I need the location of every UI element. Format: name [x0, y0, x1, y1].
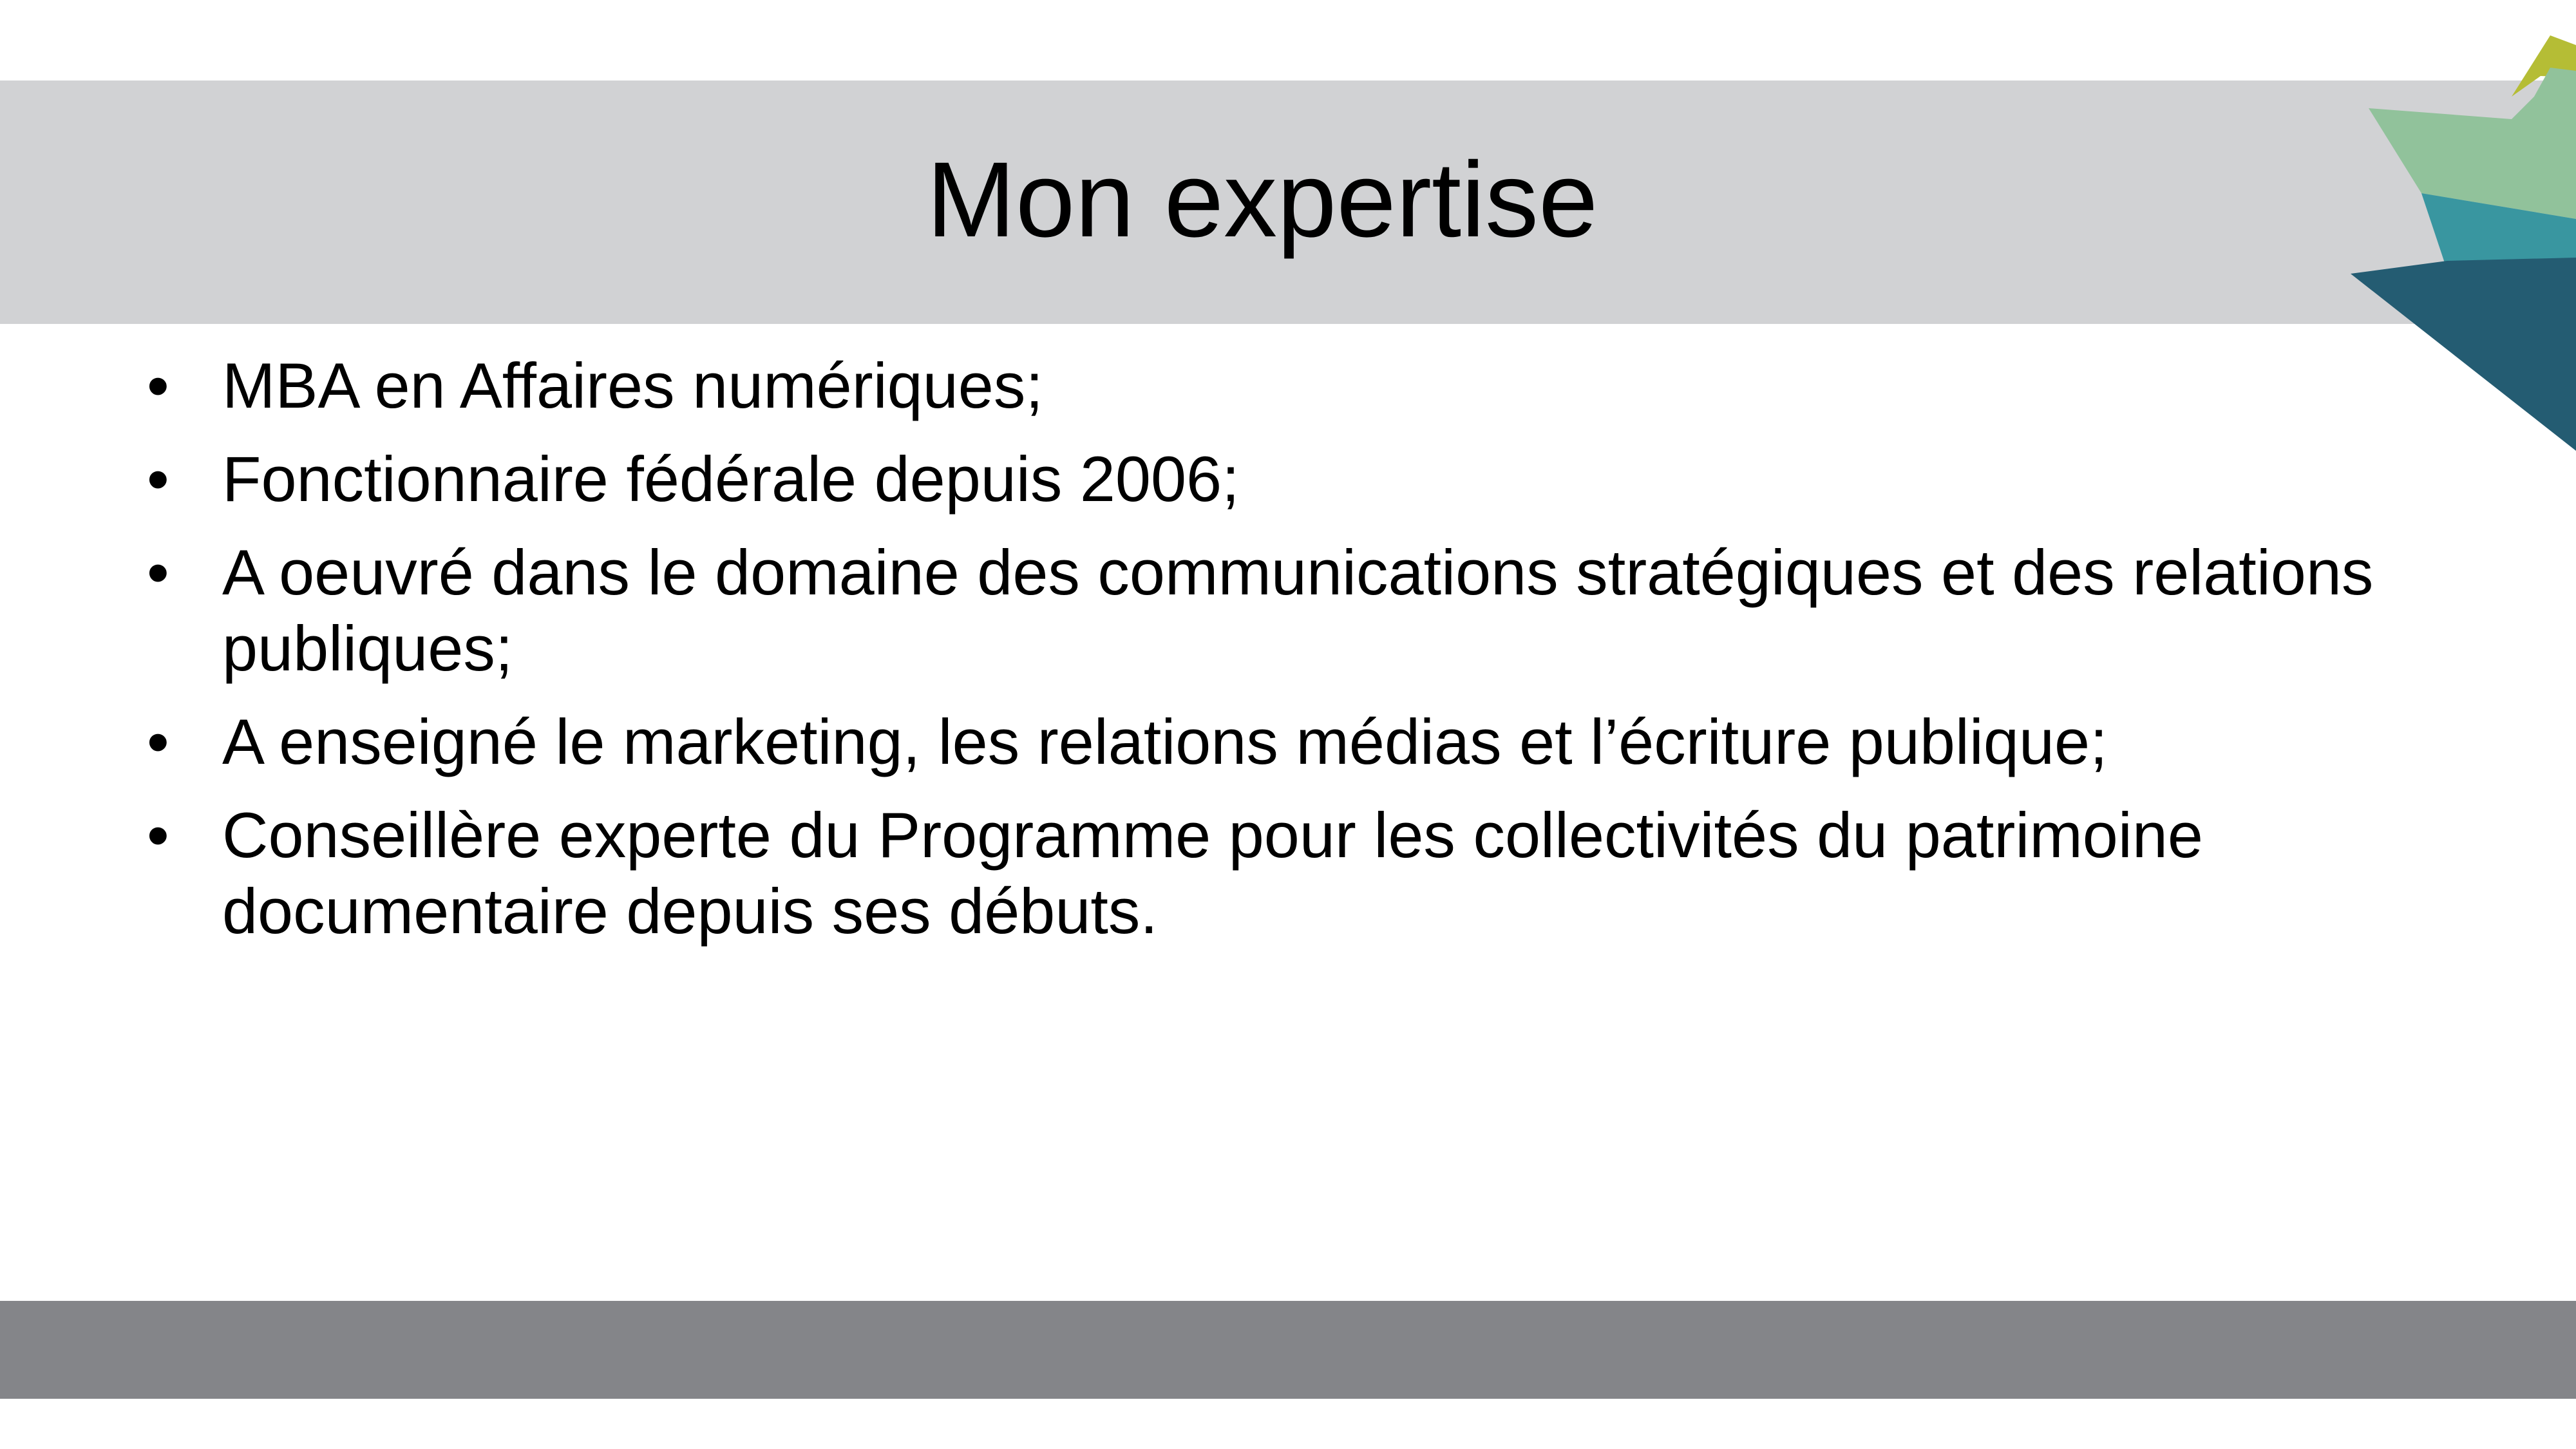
list-item [142, 348, 2396, 424]
bullet-text: A oeuvré dans le domaine des communications stratégiques et des relations publiques; [222, 536, 2374, 684]
list-item [142, 704, 2396, 780]
corner-green-shape [2369, 68, 2576, 219]
bullet-text: A enseigné le marketing, les relations médias et l’écriture publique; [222, 706, 2108, 777]
bullet-dot: • [147, 350, 169, 421]
bullet-text: Conseillère experte du Programme pour les collectivités du patrimoine documentaire depuis ses débuts. [222, 799, 2203, 947]
bullet-dot: • [147, 799, 169, 871]
footer-band [0, 1301, 2576, 1399]
bullet-dot: • [147, 536, 169, 608]
bullet-dot: • [147, 443, 169, 515]
bullet-list [142, 348, 2396, 967]
slide-title: Mon expertise [926, 140, 1598, 260]
list-item [142, 797, 2396, 949]
bullet-dot: • [147, 706, 169, 777]
list-item [142, 535, 2396, 687]
bullet-text: Fonctionnaire fédérale depuis 2006; [222, 443, 1240, 515]
bullet-text: MBA en Affaires numériques; [222, 350, 1043, 421]
list-item [142, 441, 2396, 517]
